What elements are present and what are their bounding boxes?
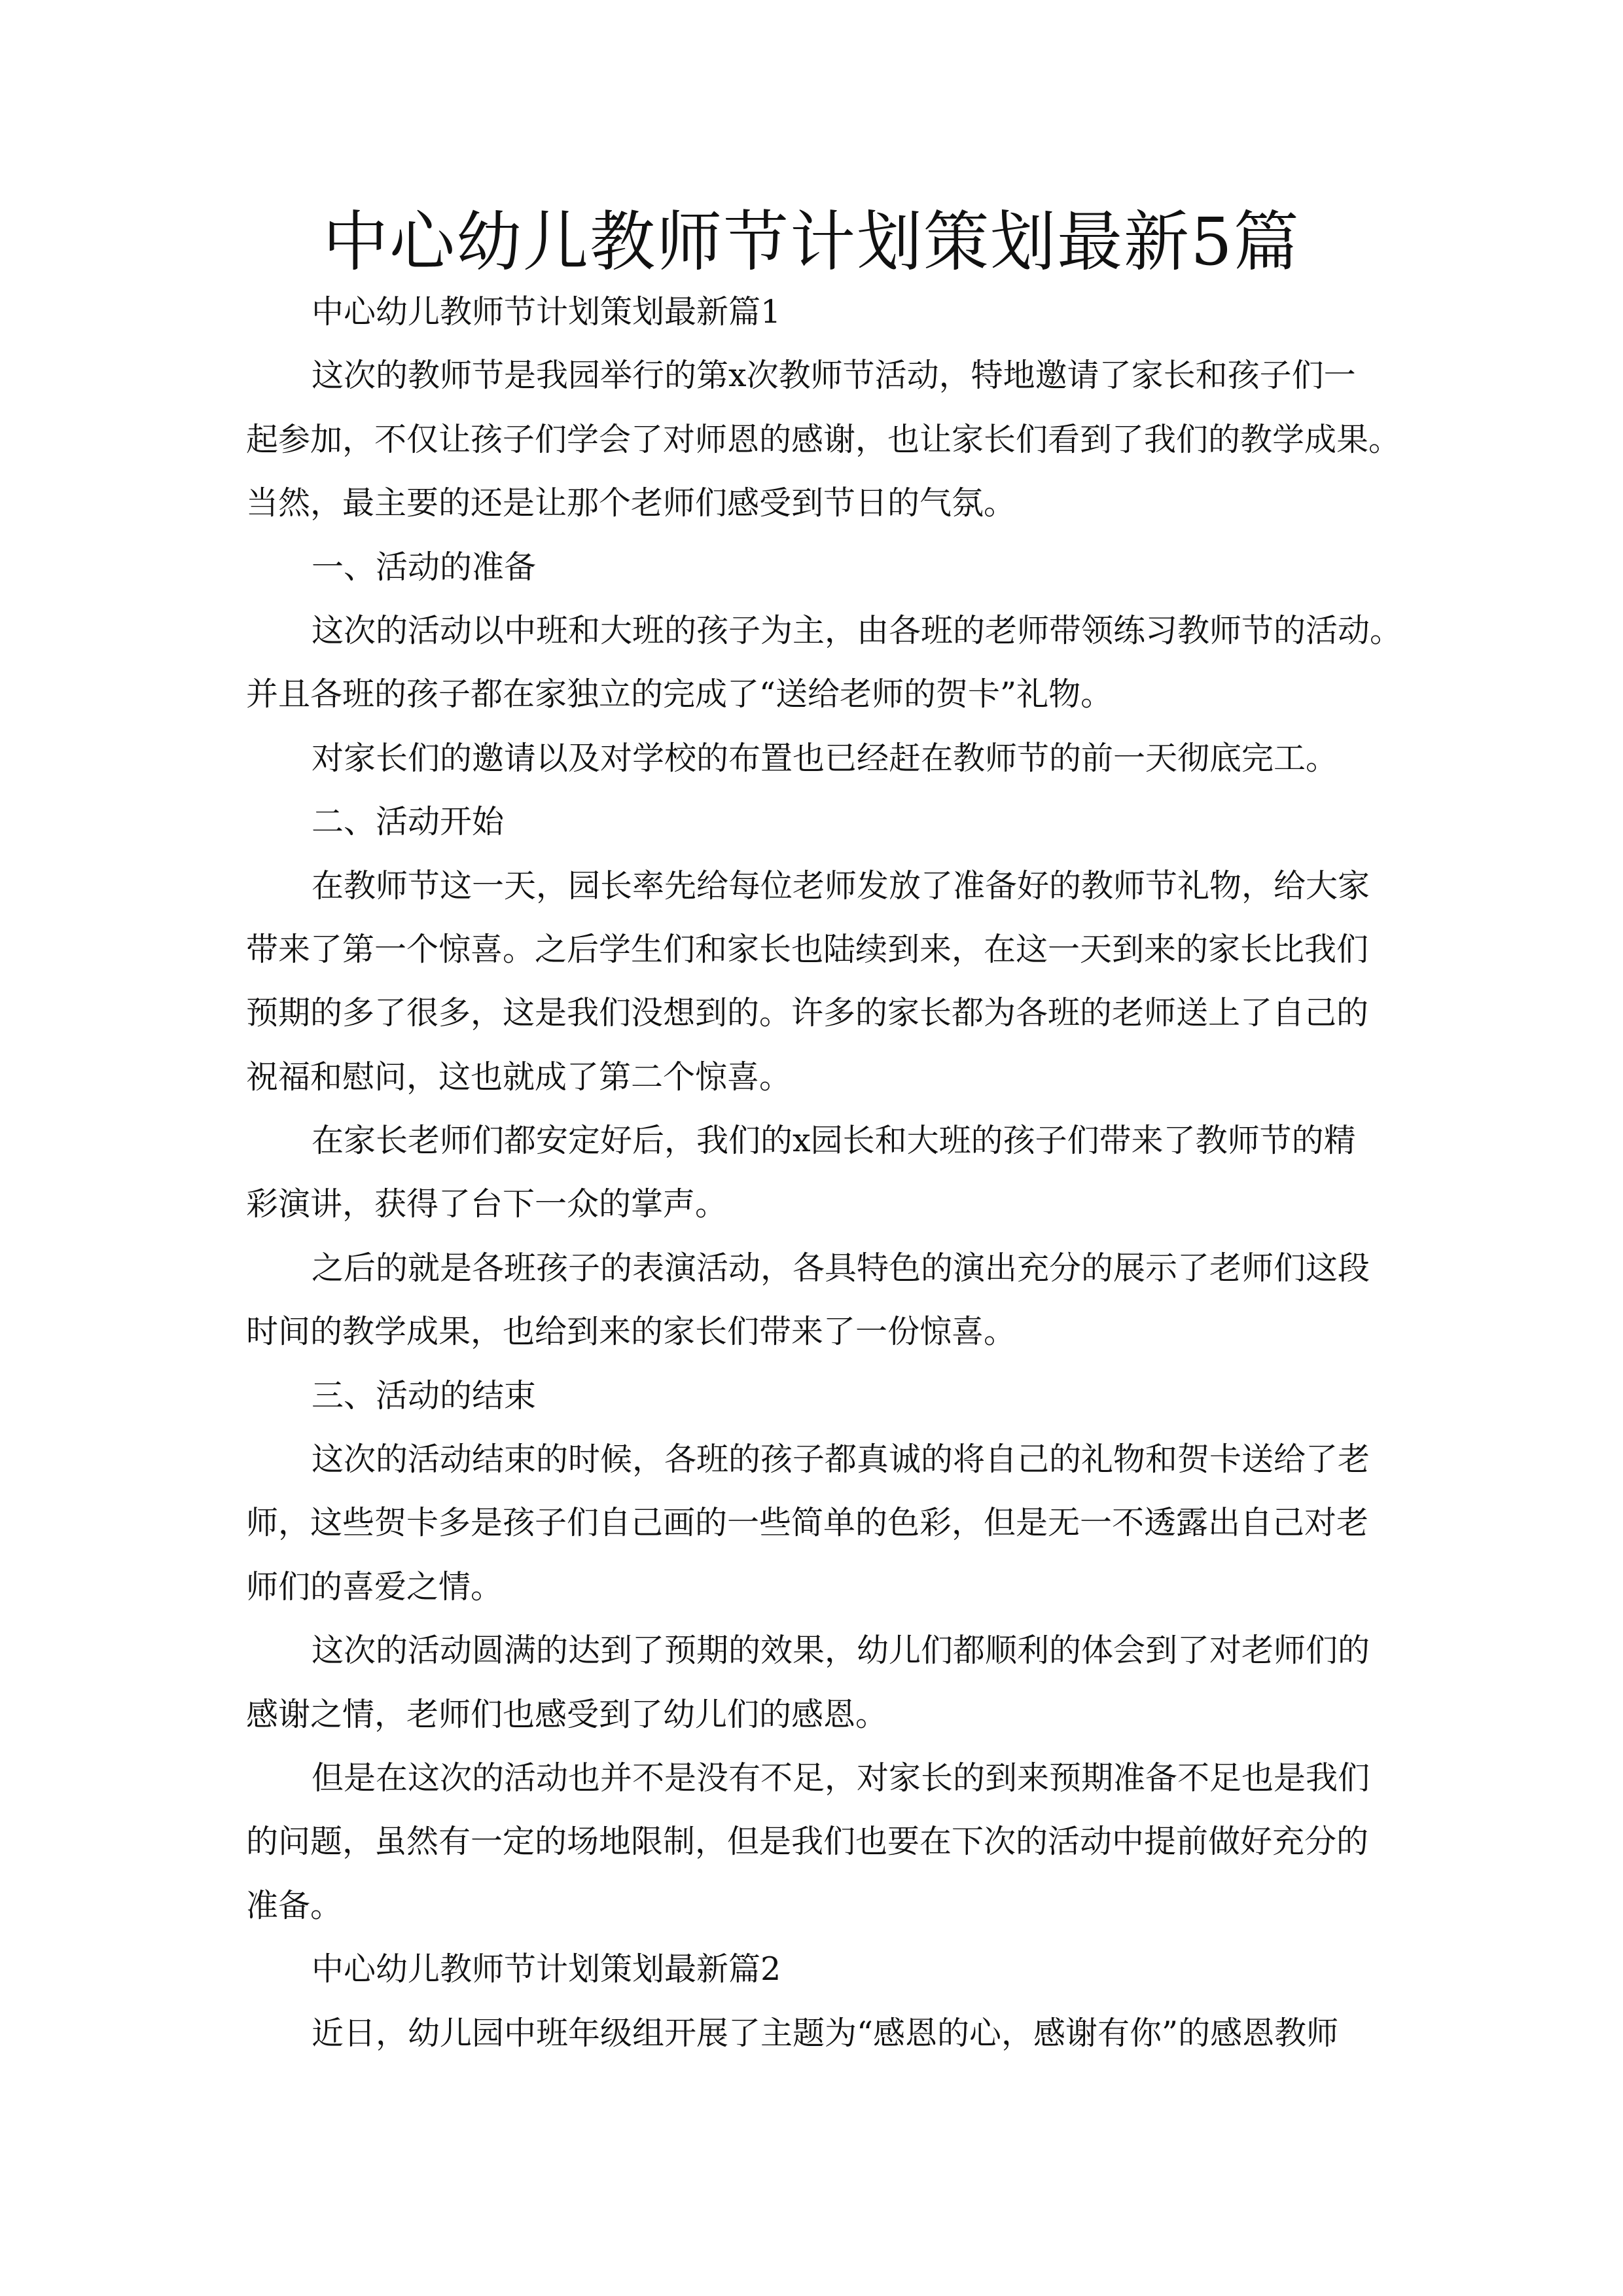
- text-line: 的问题，虽然有一定的场地限制，但是我们也要在下次的活动中提前做好充分的: [246, 1823, 1369, 1861]
- text-line: 一、活动的准备: [312, 548, 537, 586]
- text-line: 在教师节这一天，园长率先给每位老师发放了准备好的教师节礼物，给大家: [312, 867, 1370, 905]
- document-body: [246, 280, 1402, 2065]
- text-line: 二、活动开始: [312, 803, 505, 841]
- text-line: 这次的活动结束的时候，各班的孩子都真诚的将自己的礼物和贺卡送给了老: [312, 1441, 1370, 1479]
- text-line: 在家长老师们都安定好后，我们的x园长和大班的孩子们带来了教师节的精: [312, 1122, 1356, 1160]
- text-line: 起参加，不仅让孩子们学会了对师恩的感谢，也让家长们看到了我们的教学成果。: [246, 420, 1401, 458]
- text-line: 带来了第一个惊喜。之后学生们和家长也陆续到来，在这一天到来的家长比我们: [246, 930, 1369, 968]
- text-line: 师，这些贺卡多是孩子们自己画的一些简单的色彩，但是无一不透露出自己对老: [246, 1504, 1369, 1542]
- text-line: 师们的喜爱之情。: [246, 1568, 503, 1605]
- text-line: 近日，幼儿园中班年级组开展了主题为“感恩的心，感谢有你”的感恩教师: [312, 2014, 1339, 2052]
- text-line: 祝福和慰问，这也就成了第二个惊喜。: [246, 1058, 792, 1096]
- text-line: 感谢之情，老师们也感受到了幼儿们的感恩。: [246, 1695, 888, 1733]
- text-line: 中心幼儿教师节计划策划最新篇2: [312, 1950, 781, 1988]
- text-line: 三、活动的结束: [312, 1376, 537, 1414]
- text-line: 彩演讲，获得了台下一众的掌声。: [246, 1185, 728, 1223]
- text-line: 并且各班的孩子都在家独立的完成了“送给老师的贺卡”礼物。: [246, 675, 1113, 713]
- text-line: 预期的多了很多，这是我们没想到的。许多的家长都为各班的老师送上了自己的: [246, 994, 1369, 1032]
- text-line: 之后的就是各班孩子的表演活动，各具特色的演出充分的展示了老师们这段: [312, 1249, 1370, 1287]
- text-line: 时间的教学成果，也给到来的家长们带来了一份惊喜。: [246, 1313, 1016, 1351]
- text-line: 对家长们的邀请以及对学校的布置也已经赶在教师节的前一天彻底完工。: [312, 739, 1338, 777]
- text-line: 这次的活动以中班和大班的孩子为主，由各班的老师带领练习教师节的活动。: [312, 611, 1402, 649]
- document-title: 中心幼儿教师节计划策划最新5篇: [323, 204, 1300, 280]
- text-line: 中心幼儿教师节计划策划最新篇1: [312, 293, 781, 331]
- text-line: 这次的活动圆满的达到了预期的效果，幼儿们都顺利的体会到了对老师们的: [312, 1632, 1370, 1670]
- text-line: 准备。: [246, 1886, 343, 1924]
- text-line: 这次的教师节是我园举行的第x次教师节活动，特地邀请了家长和孩子们一: [312, 357, 1356, 395]
- text-line: 当然，最主要的还是让那个老师们感受到节日的气氛。: [246, 484, 1016, 522]
- text-line: 但是在这次的活动也并不是没有不足，对家长的到来预期准备不足也是我们: [312, 1759, 1370, 1797]
